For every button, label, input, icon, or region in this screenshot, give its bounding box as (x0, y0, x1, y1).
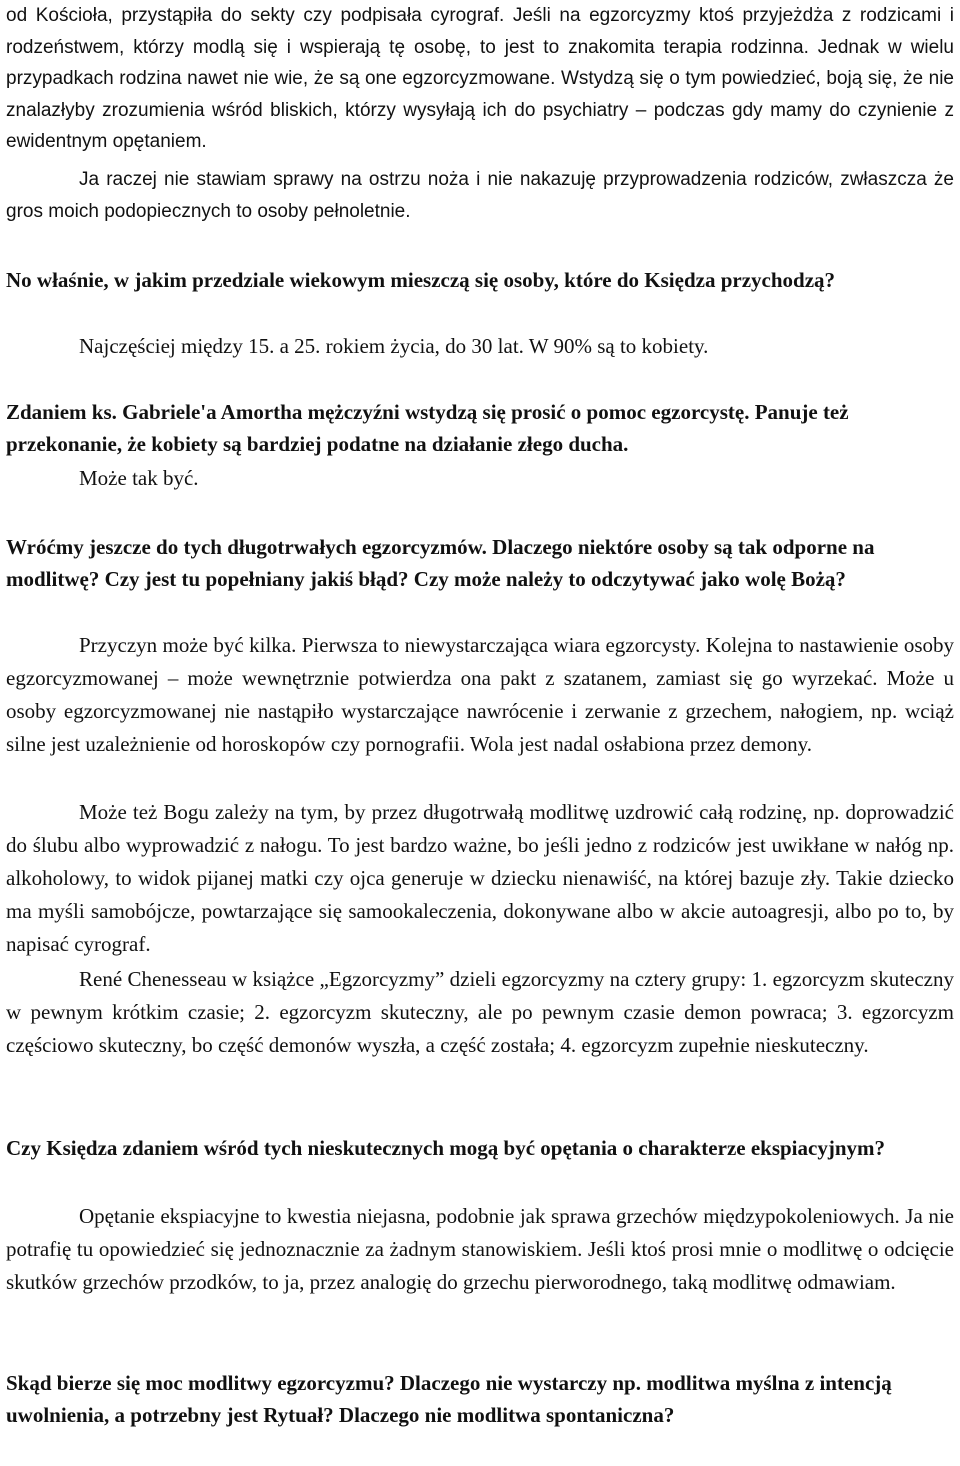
question-power-of-prayer: Skąd bierze się moc modlitwy egzorcyzmu? Dlaczego nie wystarczy np. modlitwa myślna z intencją uwolnienia, a potrzebny jest Rytuał? Dlaczego nie modlitwa spontaniczna? (6, 1371, 892, 1427)
paragraph-intro: od Kościoła, przystąpiła do sekty czy podpisała cyrograf. Jeśli na egzorcyzmy ktoś przyjeżdża z rodzicami i rodzeństwem, którzy modlą się i wspierają tę osobę, to jest to znakomita terapia rodzinna. Jednak w wielu przypadkach rodzina nawet nie wie, że są one egzorcyzmowane. Wstydzą się o tym powiedzieć, boją się, że nie znalazłyby zrozumienia wśród bliskich, którzy wysyłają ich do psychiatry – podczas gdy mamy do czynienie z ewidentnym opętaniem. (6, 5, 954, 152)
answer-reasons: Przyczyn może być kilka. Pierwsza to niewystarczająca wiara egzorcysty. Kolejna to nastawienie osoby egzorcyzmowanej – może wewnętrznie potwierdza ona pakt z szatanem, zamiast się go wyrzekać. Może u osoby egzorcyzmowanej nie nastąpiło wystarczające nawrócenie i zerwanie z grzechem, nałogiem, np. wciąż silne jest uzależnienie od horoskopów czy pornografii. Wola jest nadal osłabiona przez demony. (6, 633, 954, 756)
question-long-exorcisms: Wróćmy jeszcze do tych długotrwałych egzorcyzmów. Dlaczego niektóre osoby są tak odporne na modlitwę? Czy jest tu popełniany jakiś błąd? Czy może należy to odczytywać jako wolę Bożą? (6, 535, 875, 591)
answer-family-healing: Może też Bogu zależy na tym, by przez długotrwałą modlitwę uzdrowić całą rodzinę, np. doprowadzić do ślubu albo wyprowadzić z nałogu. To jest bardzo ważne, bo jeśli jedno z rodziców jest uwikłane w nałóg np. alkoholowy, to widok pijanej matki czy ojca generuje w dziecku nienawiść, na której bazuje zły. Takie dziecko ma myśli samobójcze, powtarzające się samookaleczenia, dokonywane albo w akcie autoagresji, albo po to, by napisać cyrograf. (6, 800, 954, 956)
answer-women: Może tak być. (79, 466, 199, 490)
answer-chenesseau: René Chenesseau w książce „Egzorcyzmy” dzieli egzorcyzmy na cztery grupy: 1. egzorcyzm skuteczny w pewnym krótkim czasie; 2. egzorcyzm skuteczny, ale po pewnym czasie demon powraca; 3. egzorcyzm częściowo skuteczny, bo część demonów wyszła, a część została; 4. egzorcyzm zupełnie nieskuteczny. (6, 967, 954, 1057)
answer-age-range: Najczęściej między 15. a 25. rokiem życia, do 30 lat. W 90% są to kobiety. (79, 334, 709, 358)
question-age-range: No właśnie, w jakim przedziale wiekowym mieszczą się osoby, które do Księdza przychodzą? (6, 268, 836, 292)
question-women: Zdaniem ks. Gabriele'a Amortha mężczyźni wstydzą się prosić o pomoc egzorcystę. Panuje też przekonanie, że kobiety są bardziej podatne na działanie złego ducha. (6, 400, 849, 456)
paragraph-parents: Ja raczej nie stawiam sprawy na ostrzu noża i nie nakazuję przyprowadzenia rodziców, zwłaszcza że gros moich podopiecznych to osoby pełnoletnie. (6, 169, 954, 222)
question-expiatory: Czy Księdza zdaniem wśród tych nieskutecznych mogą być opętania o charakterze ekspiacyjnym? (6, 1136, 886, 1160)
answer-expiatory: Opętanie ekspiacyjne to kwestia niejasna, podobnie jak sprawa grzechów międzypokoleniowych. Ja nie potrafię tu opowiedzieć się jednoznacznie za żadnym stanowiskiem. Jeśli ktoś prosi mnie o modlitwę o odcięcie skutków grzechów przodków, to ja, przez analogię do grzechu pierworodnego, taką modlitwę odmawiam. (6, 1204, 954, 1294)
